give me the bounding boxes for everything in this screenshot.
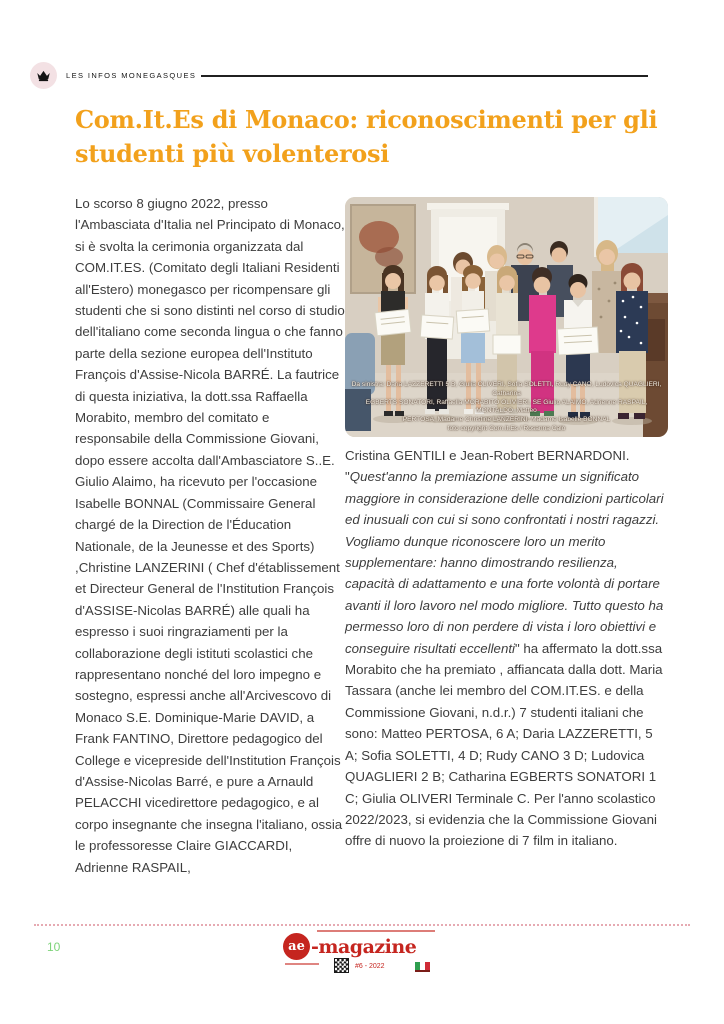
logo-website — [285, 963, 319, 965]
masthead — [30, 62, 690, 89]
section-label: LES INFOS MONEGASQUES — [66, 71, 197, 80]
qr-code — [335, 959, 348, 972]
right-text-lead: Cristina GENTILI e Jean-Robert BERNARDONI. " — [345, 448, 630, 485]
article-right-column — [345, 197, 668, 852]
logo-ae-badge: ae — [283, 933, 310, 960]
caption-line: Da sinistra: Daria LAZZERETTI 5 B, Giulia OLIVERI, Sofia SOLETTI, Rudy CANO, Ludovica QUAGLIERI, Catharina — [351, 381, 662, 398]
photo-credit: foto copyright Com.It.Es / Rosanna Calò — [447, 425, 566, 433]
masthead-rule — [201, 75, 648, 77]
article-body-left: Lo scorso 8 giugno 2022, presso l'Ambasciata d'Italia nel Principato di Monaco, si è svolta la cerimonia organizzata dal COM.IT.ES. (Comitato degli Italiani Residenti all'Estero) monegasco per ricompensare gli studenti che si sono distinti nel corso di studio dell'italiano come seconda lingua o che fanno parte della sezione europea dell'Instituto François d'Assise-Nicola BARRÉ. La fautrice di questa iniziativa, la dott.ssa Raffaella Morabito, membro del comitato e responsabile della Commissione Giovani, dopo essere accolta dall'Ambasciatore S..E. Giulio Alaimo, ha ricevuto per l'occasione Isabelle BONNAL (Commissaire General chargé de la Direction de l'Éducation Nationale, de la Jeunesse et des Sports) ,Christine LANZERINI ( Chef d'établissement et Directeur General de l'Institution François d'ASSISE-Nicolas BARRÉ) alle quali ha espresso i suoi ringraziamenti per la collaborazione degli istituti scolastici che rappresentano nonché del loro impegno e sostegno, espressi anche all'Arcivescovo di Monaco S.E. Dominique-Marie DAVID, a Frank FANTINO, Direttore pedagogico del College e vicepreside dell'Institution François d'Assise-Nicolas Barré, e pure a Arnauld PELACCHI vicedirettore pedagogico, e al corpo insegnante che insegna l'italiano, ossia le professoresse Claire GIACCARDI, Adrienne RASPAIL, — [75, 196, 345, 875]
right-text-after: " ha affermato la dott.ssa Morabito che ha premiato , affiancata dalla dott. Maria Tassara (anche lei membro del COM.IT.ES. e della Commissione Giovani, n.d.r.) 7 studenti italiani che sono: Matteo PERTOSA, 6 A; Daria LAZZERETTI, 5 A; Sofia SOLETTI, 4 D; Rudy CANO 3 D; Ludovica QUAGLIERI 2 B; Catharina EGBERTS SONATORI 1 C; Giulia OLIVERI Terminale C. Per l'anno scolastico 2022/2023, si evidenzia che la Commissione Giovani offre di nuovo la proiezione di 7 film in italiano. — [345, 640, 663, 849]
logo-wordmark — [283, 933, 416, 960]
caption-line: EGBERTS SONATORI, Raffaella MORABITO OLIVIERI, SE Giulio ALAIMO, Adrienne RASPAIL, MONTALDO, Matteo — [365, 398, 648, 415]
crown-icon — [30, 62, 57, 89]
logo-wordmark-text: -magazine — [311, 935, 417, 958]
italian-flag-icon — [415, 962, 430, 970]
page-number: 10 — [47, 940, 61, 954]
ceremony-photo — [345, 197, 668, 437]
caption-line: PERTOSA, Madame Christine LANZERINI, Madame Isabelle BONNAL — [402, 415, 611, 423]
magazine-logo — [283, 929, 443, 977]
logo-tagline — [317, 930, 435, 932]
article-title: Com.It.Es di Monaco: riconoscimenti per gli studenti più volenterosi — [75, 105, 658, 168]
photo-caption — [348, 381, 665, 434]
article-body-right — [345, 445, 668, 852]
footer-divider — [34, 924, 690, 926]
issue-number: #6 - 2022 — [355, 963, 385, 970]
right-text-quote: Quest'anno la premiazione assume un significato maggiore in considerazione delle condizioni particolari ed inusuali con cui si sono confrontati i nostri ragazzi. Vogliamo dunque riconoscere loro un merito supplementare: hanno dimostrando resilienza, capacità di adattamento e una forte volontà di portare avanti il loro lavoro nel modo migliore. Tutto questo ha permesso loro di non perdere di vista i loro obiettivi e conseguire risultati eccellenti — [345, 469, 664, 656]
